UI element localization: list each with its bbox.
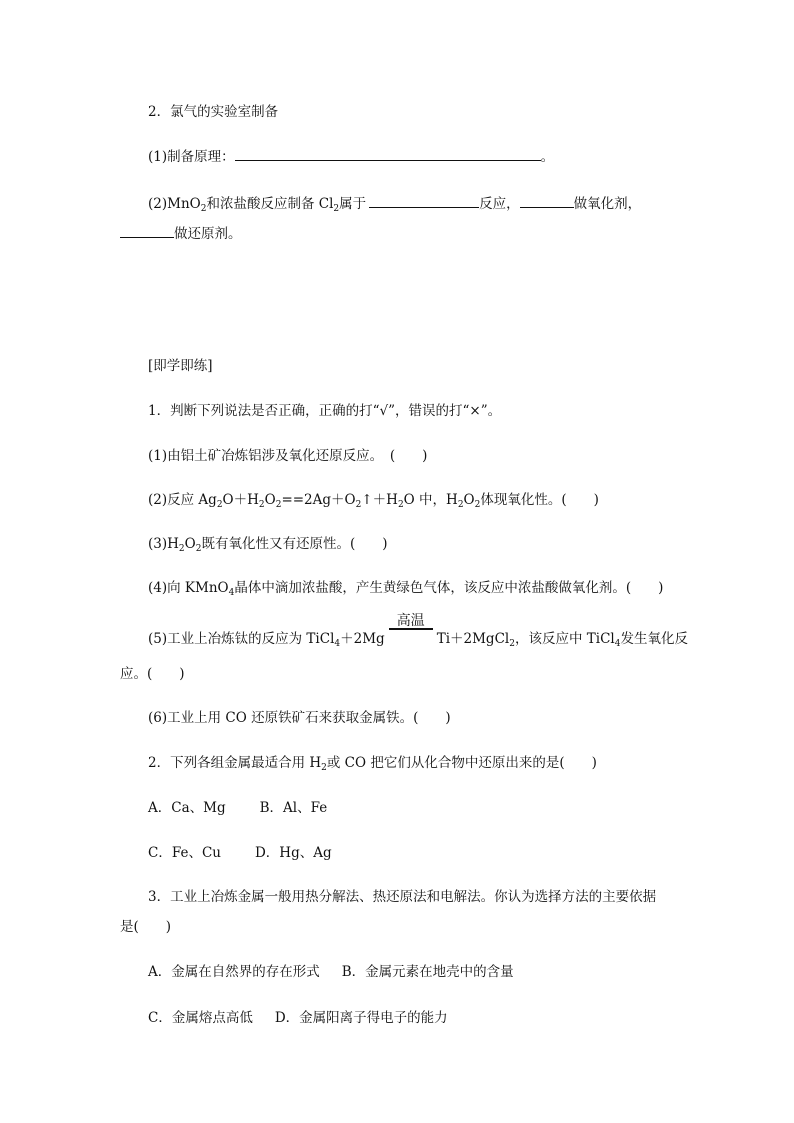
- text: 做还原剂。: [174, 226, 242, 242]
- text: O: [463, 492, 475, 508]
- question-2-line-2: [120, 223, 242, 244]
- option-d[interactable]: D．金属阳离子得电子的能力: [274, 1010, 448, 1026]
- reaction-condition: 高温: [396, 613, 425, 629]
- subscript: 2: [355, 500, 362, 510]
- question-1-principle: [148, 146, 554, 167]
- option-c[interactable]: C．Fe、Cu: [148, 845, 221, 861]
- question-1-item-2: [148, 490, 599, 510]
- reaction-arrow: [389, 613, 433, 649]
- answer-blank[interactable]: [235, 146, 541, 161]
- question-1-item-5-line-1: [148, 613, 688, 649]
- question-1-item-6: (6)工业上用 CO 还原铁矿石来获取金属铁。( ): [148, 710, 451, 726]
- question-2-line-1: [148, 193, 641, 214]
- question-1-item-1: (1)由铝土矿冶炼铝涉及氧化还原反应。 ( ): [148, 448, 428, 464]
- subscript: 2: [178, 544, 185, 554]
- subscript: 2: [509, 639, 515, 649]
- question-2-options-cd: [148, 843, 332, 863]
- subscript: 2: [333, 204, 340, 214]
- text: 或 CO 把它们从化合物中还原出来的是( ): [326, 755, 597, 771]
- question-1-item-4: [148, 578, 663, 598]
- answer-blank[interactable]: [120, 223, 174, 238]
- question-1-item-5-line-2: 应。( ): [120, 666, 185, 682]
- text: O: [264, 492, 276, 508]
- text: (3)H: [148, 536, 179, 552]
- text: (4)向 KMnO: [148, 580, 229, 596]
- text: O 中，H: [403, 492, 458, 508]
- text: (5)工业上冶炼钛的反应为 TiCl: [148, 631, 335, 647]
- text: ↑＋H: [361, 492, 398, 508]
- subscript: 4: [228, 588, 235, 598]
- option-d[interactable]: D．Hg、Ag: [254, 845, 332, 861]
- question-1-prefix: (1)制备原理：: [148, 149, 235, 165]
- subscript: 2: [258, 500, 265, 510]
- subscript: 2: [474, 500, 481, 510]
- option-a[interactable]: A．金属在自然界的存在形式: [148, 964, 320, 980]
- section-title: 2．氯气的实验室制备: [148, 104, 279, 120]
- text: ，该反应中 TiCl: [514, 631, 615, 647]
- text: (2)MnO: [148, 196, 201, 212]
- question-3-options-cd: [148, 1008, 448, 1028]
- question-1-item-3: [148, 534, 388, 554]
- practice-heading: [即学即练]: [148, 358, 213, 374]
- text: ＋2Mg: [340, 631, 385, 647]
- text: 和浓盐酸反应制备 Cl: [206, 196, 334, 212]
- question-1-suffix: 。: [540, 149, 555, 165]
- subscript: 2: [275, 500, 282, 510]
- text: O: [184, 536, 196, 552]
- text: 晶体中滴加浓盐酸，产生黄绿色气体，该反应中浓盐酸做氧化剂。( ): [234, 580, 664, 596]
- subscript: 2: [397, 500, 404, 510]
- text: 2．下列各组金属最适合用 H: [148, 755, 322, 771]
- reaction-bar: [389, 628, 433, 630]
- question-3-options-ab: [148, 962, 514, 982]
- option-b[interactable]: B．Al、Fe: [259, 800, 328, 816]
- text: 反应，: [479, 196, 520, 212]
- question-1-stem: 1．判断下列说法是否正确，正确的打“√”，错误的打“×”。: [148, 403, 502, 419]
- text: O＋H: [222, 492, 259, 508]
- text: ==2Ag＋O: [281, 492, 356, 508]
- text: 发生氧化反: [620, 631, 688, 647]
- question-3-stem-line-1: 3．工业上冶炼金属一般用热分解法、热还原法和电解法。你认为选择方法的主要依据: [148, 889, 657, 905]
- option-c[interactable]: C．金属熔点高低: [148, 1010, 253, 1026]
- subscript: 2: [195, 544, 202, 554]
- subscript: 4: [334, 639, 341, 649]
- question-3-stem-line-2: 是( ): [120, 919, 172, 935]
- question-2-options-ab: [148, 798, 327, 818]
- answer-blank[interactable]: [520, 193, 574, 208]
- subscript: 2: [216, 500, 223, 510]
- subscript: 2: [200, 204, 207, 214]
- question-2-stem: [148, 753, 597, 773]
- text: 体现氧化性。( ): [480, 492, 599, 508]
- answer-blank[interactable]: [369, 193, 479, 208]
- subscript: 2: [457, 500, 464, 510]
- text: Ti＋2MgCl: [436, 631, 510, 647]
- text: 做氧化剂，: [573, 196, 642, 212]
- text: (2)反应 Ag: [148, 492, 217, 508]
- option-b[interactable]: B．金属元素在地壳中的含量: [341, 964, 514, 980]
- option-a[interactable]: A．Ca、Mg: [148, 800, 226, 816]
- text: 属于: [339, 196, 367, 212]
- subscript: 4: [614, 639, 621, 649]
- subscript: 2: [321, 763, 327, 773]
- text: 既有氧化性又有还原性。( ): [201, 536, 388, 552]
